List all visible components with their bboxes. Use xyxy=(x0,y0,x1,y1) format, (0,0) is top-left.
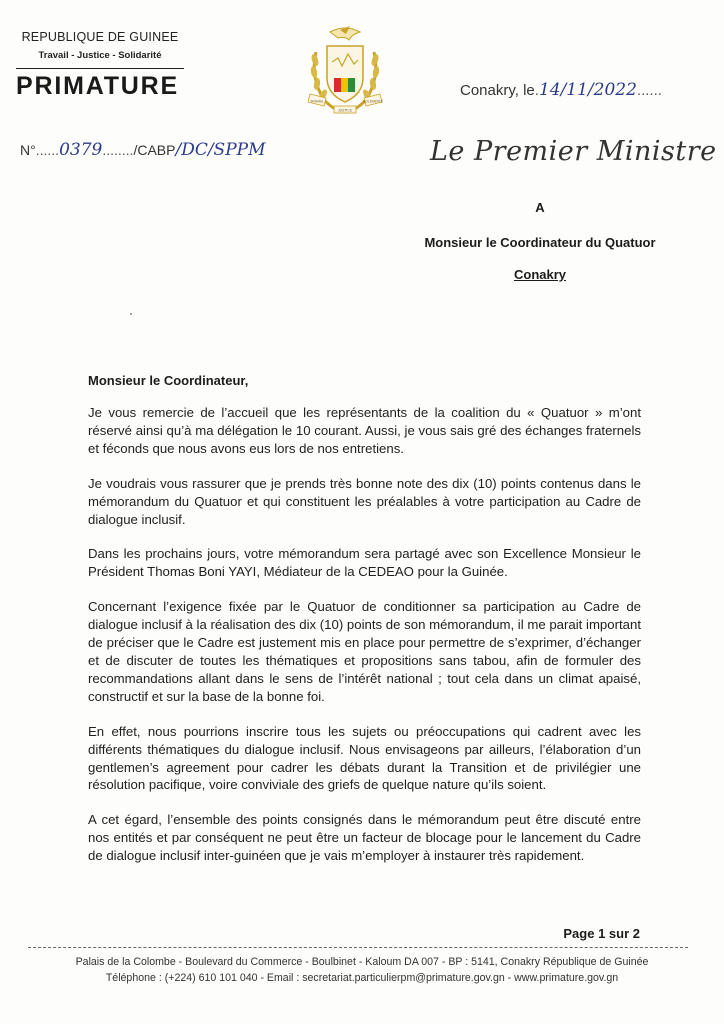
guinea-coat-of-arms-icon xyxy=(302,22,388,122)
letterhead xyxy=(16,30,184,101)
date-prefix: Conakry, le xyxy=(460,82,535,99)
footer-address: Palais de la Colombe - Boulevard du Commerce - Boulbinet - Kaloum DA 007 - BP : 5141, Conakry République de Guinée xyxy=(75,956,649,968)
paragraph: En effet, nous pourrions inscrire tous les sujets ou préoccupations qui cadrent avec les différents thématiques du dialogue inclusif. Nous envisageons par ailleurs, l’élaboration d’un gentlemen’s agreement pour cadrer les débats durant la Transition et de privilégier une résolution pacifique, voire conviviale des griefs de quelque nature qu’ils soient. xyxy=(88,723,641,793)
country-name: REPUBLIQUE DE GUINEE xyxy=(21,30,179,44)
footer-divider xyxy=(28,947,688,948)
reference-number: N°......0379......../CABP/DC/SPPM xyxy=(20,140,266,160)
paragraph: Je voudrais vous rassurer que je prends très bonne note des dix (10) points contenus dans le mémorandum du Quatuor et qui constituent les préalables à votre participation au Cadre de dialogue inclusif. xyxy=(88,475,641,527)
letter-body xyxy=(88,373,641,882)
reference-prefix: N° xyxy=(20,142,36,158)
ribbon-left-text: TRAVAIL xyxy=(310,99,324,104)
scan-speck xyxy=(130,313,132,315)
office-name: PRIMATURE xyxy=(16,72,179,100)
salutation: Monsieur le Coordinateur, xyxy=(88,373,249,388)
reference-middle: /CABP xyxy=(133,142,176,158)
handwritten-date: 14/11/2022 xyxy=(538,80,637,100)
reference-handwritten-code: /DC/SPPM xyxy=(175,140,266,160)
letter-date: Conakry, le.14/11/2022...... xyxy=(460,80,662,100)
paragraph: Concernant l’exigence fixée par le Quatuor de conditionner sa participation au Cadre de dialogue inclusif à la réalisation des dix (10) points de son mémorandum, il me parait important de préciser que le Cadre est justement mis en place pour permettre de s’exprimer, d’échanger et de discuter de toutes les thématiques et propositions sans tabou, afin de formuler des recommandations allant dans le sens de l’intérêt national ; tout cela dans un climat apaisé, constructif et sur la base de la bonne foi. xyxy=(88,599,641,704)
recipient-city: Conakry xyxy=(513,267,567,282)
footer-contact: Téléphone : (+224) 610 101 040 - Email : secretariat.particulierpm@primature.gov.gn - www.primature.gov.gn xyxy=(105,972,619,984)
recipient-name: Monsieur le Coordinateur du Quatuor xyxy=(424,235,656,250)
paragraph: Je vous remercie de l’accueil que les représentants de la coalition du « Quatuor » m’ont réservé ainsi qu’à ma délégation le 10 courant. Aussi, je vous sais gré des échanges fraternels et féconds que nous avons eus lors de nos entretiens. xyxy=(88,405,641,456)
paragraph: A cet égard, l’ensemble des points consignés dans le mémorandum peut être discuté entre nos entités et par conséquent ne peut être un facteur de blocage pour le lancement du Cadre de dialogue inclusif inter-guinéen que je vais m’employer à instaurer très rapidement. xyxy=(88,812,641,864)
recipient-to: A xyxy=(535,200,545,215)
page-number: Page 1 sur 2 xyxy=(563,926,640,941)
paragraph: Dans les prochains jours, votre mémorandum sera partagé avec son Excellence Monsieur le Président Thomas Boni YAYI, Médiateur de la CEDEAO pour la Guinée. xyxy=(88,546,641,580)
national-motto: Travail - Justice - Solidarité xyxy=(38,50,162,61)
ribbon-right-text: SOLIDARITÉ xyxy=(362,99,384,104)
letterhead-divider xyxy=(16,68,184,69)
signatory-title: Le Premier Ministre xyxy=(430,136,717,167)
ribbon-center-text: JUSTICE xyxy=(337,108,353,113)
reference-handwritten-number: 0379 xyxy=(59,140,103,160)
